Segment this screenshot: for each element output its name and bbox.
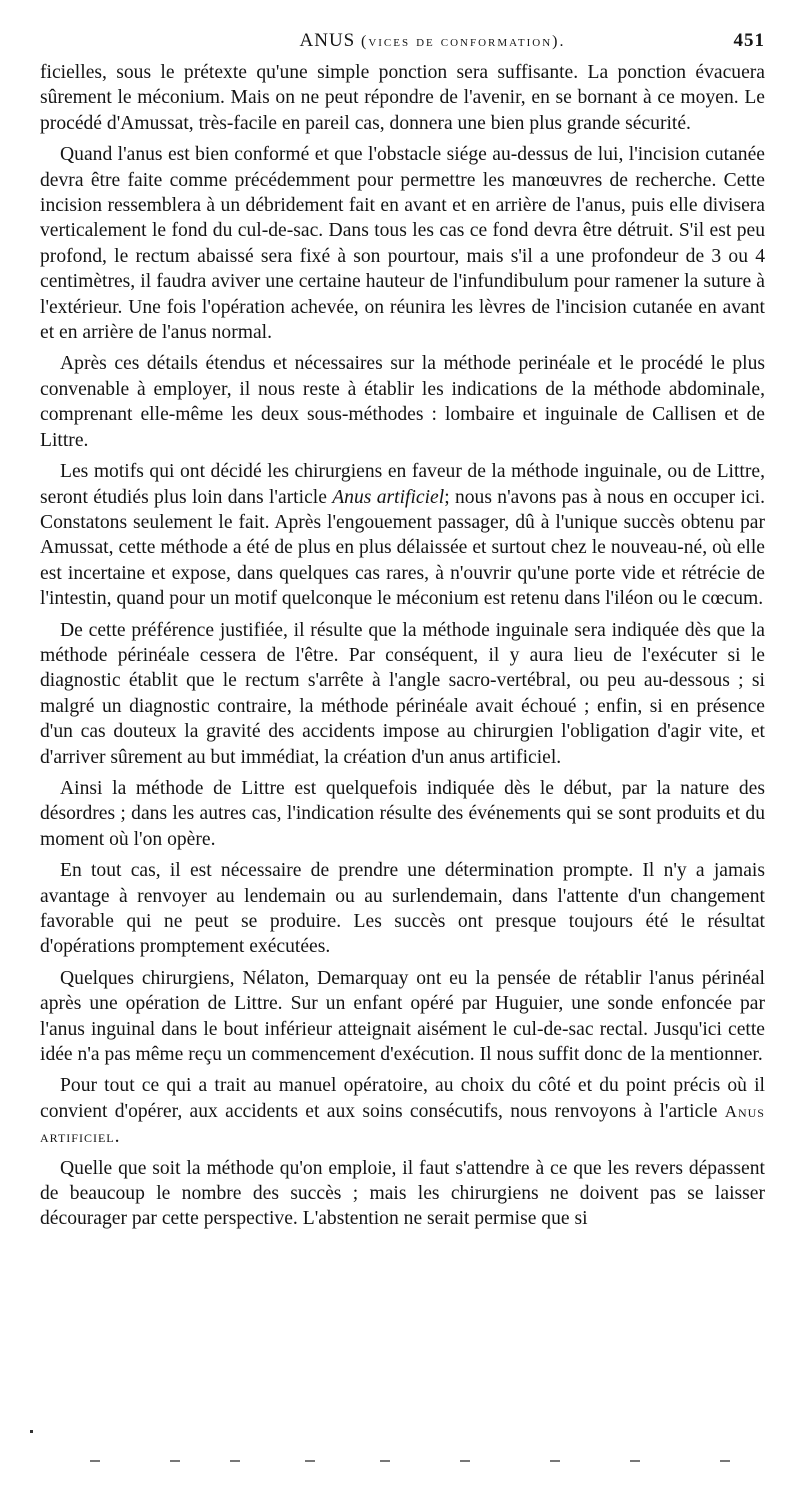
paragraph: [40, 1156, 765, 1232]
scan-speck: [720, 1460, 730, 1462]
paragraph-text: Quelques chirurgiens, Nélaton, Demarquay ont eu la pensée de rétablir l'anus périnéal après une opération de Littre. Sur un enfant opéré par Huguier, une sonde enfoncée par l'anus inguinal dans le bout inférieur atteignait aisément le cul-de-sac rectal. Jusqu'ici cette idée n'a pas même reçu un commencement d'exécution. Il nous suffit donc de la mentionner.: [40, 967, 765, 1066]
scan-speck: [630, 1460, 640, 1462]
scan-speck: [460, 1460, 470, 1462]
paragraph: [40, 142, 765, 345]
document-page: [40, 30, 765, 1238]
running-title: [240, 30, 566, 52]
paragraph-text: Pour tout ce qui a trait au manuel opératoire, au choix du côté et du point précis où il convient d'opérer, aux accidents et aux soins consécutifs, nous renvoyons à l'article: [40, 1075, 765, 1122]
running-header: [40, 30, 765, 60]
paragraph-text: Les motifs qui ont décidé les chirurgiens en faveur de la méthode inguinale, ou de Littre, seront étudiés plus loin dans l'article: [40, 461, 765, 508]
scan-speck: [305, 1460, 315, 1462]
paragraph-text: ; nous n'avons pas à nous en occuper ici. Constatons seulement le fait. Après l'engouement passager, dû à l'unique succès obtenu par Amussat, cette méthode a été de plus en plus délaissée et surtout chez le nouveau-né, où elle est incertaine et expose, dans quelques cas rares, à n'ouvrir qu'une porte vide et rétrécie de l'intestin, quand pour un motif quelconque le méconium est retenu dans l'iléon ou le cœcum.: [40, 486, 765, 610]
scan-artifacts: [30, 1430, 750, 1470]
paragraph: [40, 60, 765, 136]
paragraph: [40, 351, 765, 453]
paragraph: [40, 966, 765, 1068]
paragraph: [40, 459, 765, 611]
paragraph-text: Ainsi la méthode de Littre est quelquefois indiquée dès le début, par la nature des désordres ; dans les autres cas, l'indication résulte des événements qui se sont produits et du moment où l'on opère.: [40, 777, 765, 850]
scan-speck: [230, 1460, 240, 1462]
scan-speck: [380, 1460, 390, 1462]
paragraph-text: ficielles, sous le prétexte qu'une simple ponction sera suffisante. La ponction évacuera sûrement le méconium. Mais on ne peut répondre de l'avenir, en se bornant à ce moyen. Le procédé d'Amussat, très-facile en pareil cas, donnera une bien plus grande sécurité.: [40, 62, 765, 134]
scan-speck: [30, 1430, 33, 1433]
paragraph: [40, 1073, 765, 1149]
paragraph-text: Après ces détails étendus et nécessaires sur la méthode perinéale et le procédé le plus convenable à employer, il nous reste à établir les indications de la méthode abdominale, comprenant elle-même les deux sous-méthodes : lombaire et inguinale de Callisen et de Littre.: [40, 353, 765, 451]
scan-speck: [170, 1460, 180, 1462]
page-number: 451: [733, 30, 765, 51]
paragraph-text: Quelle que soit la méthode qu'on emploie, il faut s'attendre à ce que les revers dépassent de beaucoup le nombre des succès ; mais les chirurgiens ne doivent pas se laisser décourager par cette perspective. L'abstention ne serait permise que si: [40, 1157, 765, 1230]
paragraph-text: De cette préférence justifiée, il résulte que la méthode inguinale sera indiquée dès que la méthode périnéale cessera de l'être. Par conséquent, il y aura lieu de l'exécuter si le diagnostic établit que le rectum s'arrête à l'angle sacro-vertébral, ou peu au-dessous ; si malgré un diagnostic contraire, la méthode périnéale avait échoué ; enfin, si en présence d'un cas douteux la gravité des accidents impose au chirurgien l'obligation d'agir vite, et d'arriver sûrement au but immédiat, la création d'un anus artificiel.: [40, 619, 765, 768]
paragraph-text: Quand l'anus est bien conformé et que l'obstacle siége au-dessus de lui, l'incision cutanée devra être faite comme précédemment pour permettre les manœuvres de recherche. Cette incision ressemblera à un débridement fait en avant et en arrière de l'anus, puis elle divisera verticalement le fond du cul-de-sac. Dans tous les cas ce fond devra être détruit. S'il est peu profond, le rectum abaissé sera fixé à son pourtour, mais s'il a une profondeur de 3 ou 4 centimètres, il faudra aviver une certaine hauteur de l'infundibulum pour ramener la suture à l'extérieur. Une fois l'opération achevée, on réunira les lèvres de l'incision cutanée en avant et en arrière de l'anus normal.: [40, 144, 765, 344]
paragraph-text: En tout cas, il est nécessaire de prendre une détermination prompte. Il n'y a jamais avantage à renvoyer au lendemain ou au surlendemain, dans l'attente d'un changement favorable qui ne peut se produire. Les succès ont presque toujours été le résultat d'opérations promptement exécutées.: [40, 860, 765, 958]
running-title-sub: (vices de conformation).: [360, 33, 566, 50]
body-text: [40, 60, 765, 1232]
scan-speck: [90, 1460, 100, 1462]
scan-speck: [550, 1460, 560, 1462]
running-title-main: ANUS: [299, 30, 356, 51]
paragraph: [40, 618, 765, 770]
paragraph: [40, 858, 765, 960]
cross-reference: Anus artificiel: [40, 1101, 765, 1147]
paragraph: [40, 776, 765, 852]
cross-reference: Anus artificiel: [332, 486, 445, 508]
paragraph-text: .: [114, 1126, 120, 1148]
